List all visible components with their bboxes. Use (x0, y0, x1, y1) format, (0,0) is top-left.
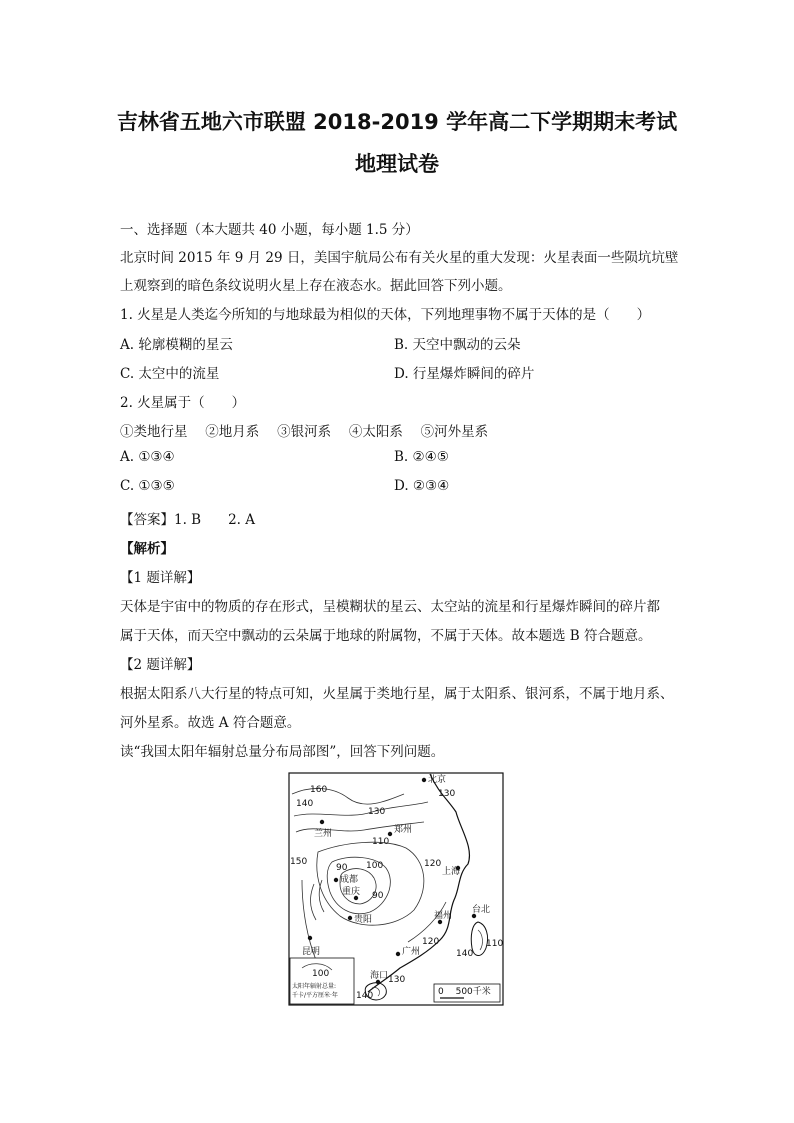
detail2-line-2: 河外星系。故选 A 符合题意。 (120, 715, 301, 731)
q2-option-c: C. ①③⑤ (120, 478, 175, 494)
city-label-guiyang: 贵阳 (354, 915, 373, 925)
city-label-guangzhou: 广州 (402, 947, 421, 957)
city-dot-guiyang (348, 916, 352, 920)
detail2-label: 【2 题详解】 (120, 657, 201, 673)
isoline-value: 140 (356, 991, 374, 1001)
isoline-value: 120 (424, 859, 442, 869)
city-label-taibei: 台北 (472, 905, 491, 915)
isoline-value: 130 (368, 807, 386, 817)
detail1-line-1: 天体是宇宙中的物质的存在形式，呈模糊状的星云、太空站的流星和行星爆炸瞬间的碎片都 (120, 599, 660, 615)
scale-text: 0 500千米 (438, 987, 491, 997)
detail1-line-2: 属于天体，而天空中飘动的云朵属于地球的附属物，不属于天体。故本题选 B 符合题意。 (120, 628, 652, 644)
q1-stem: 1. 火星是人类迄今所知的与地球最为相似的天体，下列地理事物不属于天体的是（ ） (120, 307, 651, 323)
isoline-value: 90 (372, 891, 384, 901)
q2-stem: 2. 火星属于（ ） (120, 395, 246, 411)
q1-option-a: A. 轮廓模糊的星云 (120, 337, 233, 353)
q1-option-d: D. 行星爆炸瞬间的碎片 (394, 366, 535, 382)
city-label-fuzhou: 福州 (434, 911, 453, 921)
city-label-shanghai: 上海 (442, 867, 461, 877)
detail1-label: 【1 题详解】 (120, 570, 201, 586)
city-label-kunming: 昆明 (302, 947, 321, 957)
isoline-value: 110 (372, 837, 390, 847)
city-label-zhengzhou: 郑州 (394, 825, 413, 835)
legend-text-2: 千卡/平方厘米·年 (292, 992, 338, 999)
isoline-value: 140 (456, 949, 474, 959)
isoline-value: 120 (422, 937, 440, 947)
city-label-lanzhou: 兰州 (314, 829, 333, 839)
answer-line: 【答案】1. B 2. A (120, 512, 256, 528)
isoline-value: 100 (312, 969, 330, 979)
city-dot-beijing (422, 778, 426, 782)
q2-option-d: D. ②③④ (394, 478, 450, 494)
material-line-1: 北京时间 2015 年 9 月 29 日，美国宇航局公布有关火星的重大发现：火星表面一些陨坑坑壁 (120, 250, 679, 266)
city-dot-zhengzhou (388, 832, 392, 836)
read-prompt: 读“我国太阳年辐射总量分布局部图”，回答下列问题。 (120, 744, 445, 760)
q2-option-a: A. ①③④ (120, 449, 175, 465)
city-label-chengdu: 成都 (340, 875, 359, 885)
q2-option-b: B. ②④⑤ (394, 449, 449, 465)
isoline-value: 130 (388, 975, 406, 985)
isoline-value: 150 (290, 857, 308, 867)
material-line-2: 上观察到的暗色条纹说明火星上存在液态水。据此回答下列小题。 (120, 278, 512, 294)
isoline-value: 110 (486, 939, 504, 949)
document-title: 吉林省五地六市联盟 2018-2019 学年高二下学期期末考试 (116, 110, 678, 134)
section-heading: 一、选择题（本大题共 40 小题，每小题 1.5 分） (120, 222, 419, 238)
detail2-line-1: 根据太阳系八大行星的特点可知，火星属于类地行星，属于太阳系、银河系，不属于地月系、 (120, 686, 674, 702)
isoline-value: 130 (438, 789, 456, 799)
isoline-value: 140 (296, 799, 314, 809)
isoline-value: 160 (310, 785, 328, 795)
city-dot-lanzhou (320, 820, 324, 824)
city-label-haikou: 海口 (370, 971, 389, 981)
city-dot-guangzhou (396, 952, 400, 956)
q2-items: ①类地行星 ②地月系 ③银河系 ④太阳系 ⑤河外星系 (120, 424, 489, 440)
q1-option-c: C. 太空中的流星 (120, 366, 220, 382)
map-figure (288, 772, 504, 1006)
analysis-label: 【解析】 (120, 541, 174, 557)
document-subtitle: 地理试卷 (355, 152, 439, 176)
isoline-value: 90 (336, 863, 348, 873)
city-label-chongqing: 重庆 (342, 887, 361, 897)
q1-option-b: B. 天空中飘动的云朵 (394, 337, 521, 353)
city-dot-chengdu (334, 878, 338, 882)
city-label-beijing: 北京 (428, 775, 447, 785)
isoline-value: 100 (366, 861, 384, 871)
city-dot-kunming (308, 936, 312, 940)
legend-text-1: 太阳年辐射总量: (292, 983, 337, 990)
solar-radiation-map (288, 772, 504, 1006)
